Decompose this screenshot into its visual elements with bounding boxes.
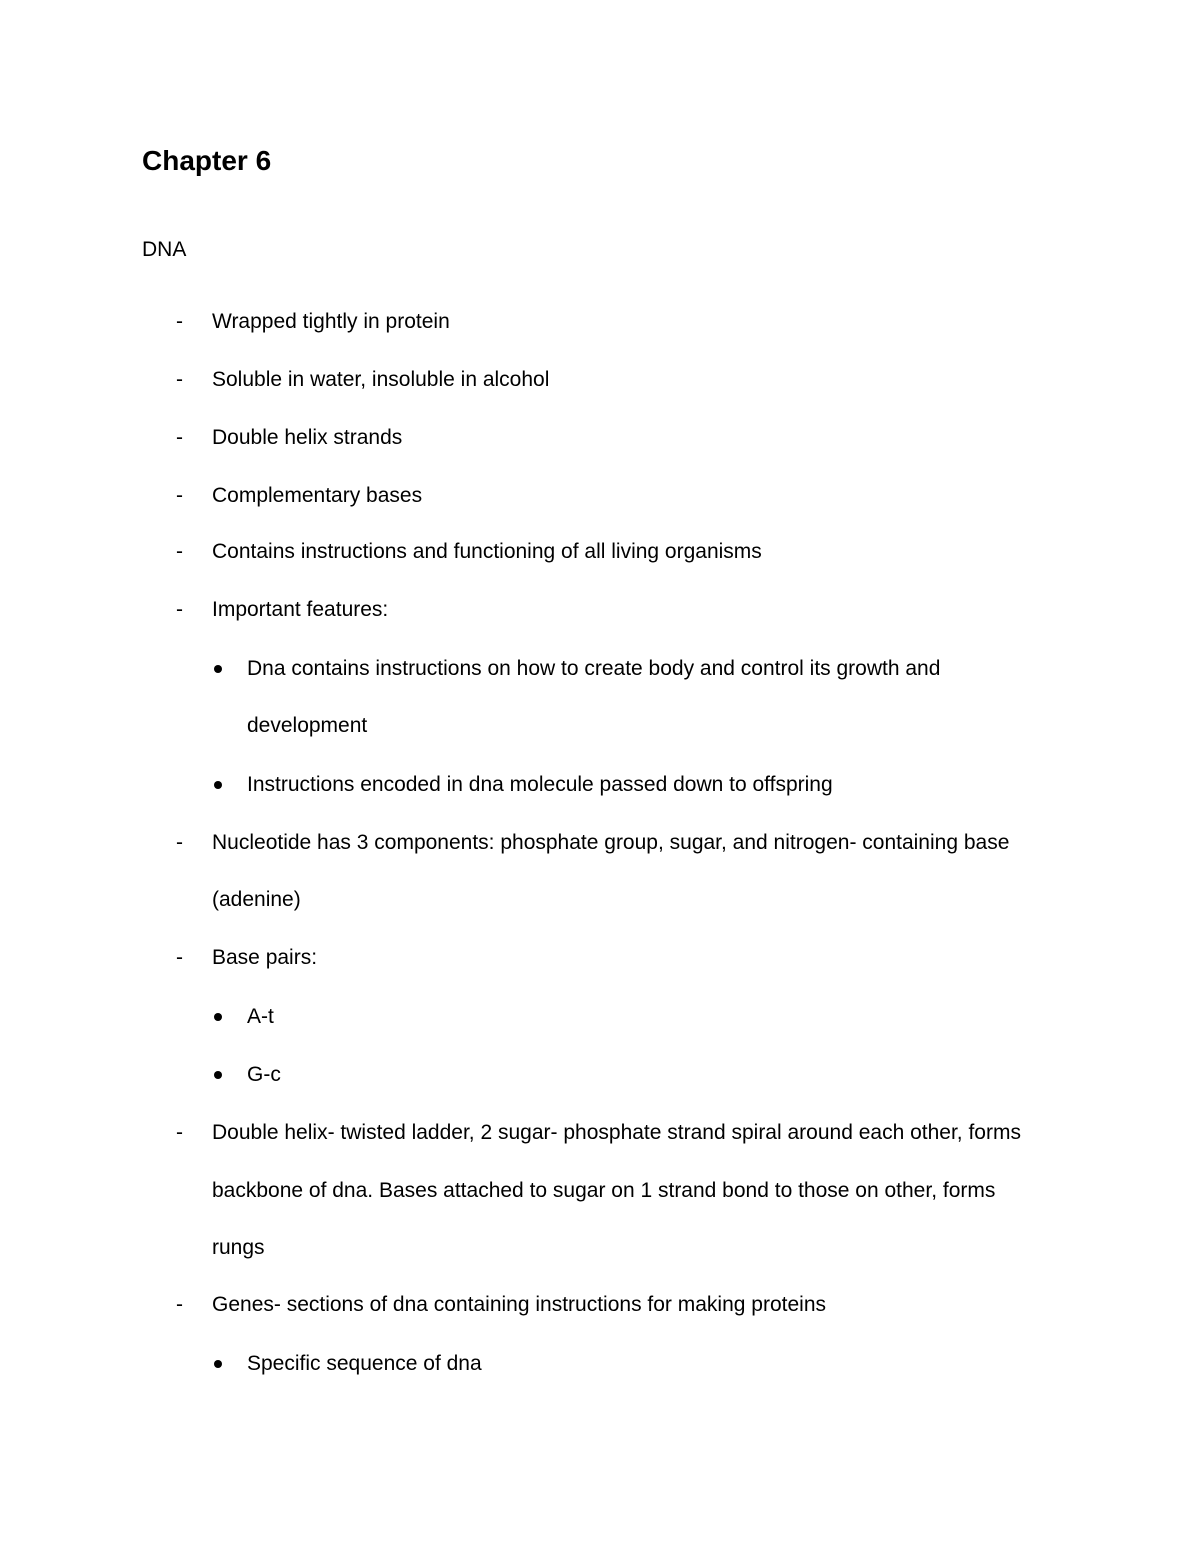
list-item: Complementary bases <box>212 484 423 507</box>
bullet-icon <box>214 781 222 789</box>
dash-marker: - <box>176 1121 183 1144</box>
list-item: Contains instructions and functioning of all living organisms <box>212 540 762 563</box>
sub-list-item: Specific sequence of dna <box>247 1352 482 1375</box>
dash-marker: - <box>176 598 183 621</box>
list-item: Soluble in water, insoluble in alcohol <box>212 368 550 391</box>
dash-marker: - <box>176 310 183 333</box>
list-item: Genes- sections of dna containing instructions for making proteins <box>212 1293 826 1316</box>
sub-list-item: Instructions encoded in dna molecule passed down to offspring <box>247 773 833 796</box>
list-item: Wrapped tightly in protein <box>212 310 450 333</box>
list-item-continuation: (adenine) <box>212 888 301 911</box>
list-item: Base pairs: <box>212 946 318 969</box>
bullet-icon <box>214 665 222 673</box>
list-item-continuation: backbone of dna. Bases attached to sugar on 1 strand bond to those on other, forms <box>212 1179 996 1202</box>
dash-marker: - <box>176 1293 183 1316</box>
list-item: Nucleotide has 3 components: phosphate group, sugar, and nitrogen- containing base <box>212 831 1010 854</box>
dash-marker: - <box>176 946 183 969</box>
sub-list-item: A-t <box>247 1005 274 1028</box>
sub-list-item-continuation: development <box>247 714 368 737</box>
section-heading: DNA <box>142 238 187 261</box>
bullet-icon <box>214 1013 222 1021</box>
dash-marker: - <box>176 368 183 391</box>
list-item: Important features: <box>212 598 389 621</box>
sub-list-item: Dna contains instructions on how to create body and control its growth and <box>247 657 941 680</box>
bullet-icon <box>214 1360 222 1368</box>
dash-marker: - <box>176 831 183 854</box>
dash-marker: - <box>176 540 183 563</box>
dash-marker: - <box>176 426 183 449</box>
bullet-icon <box>214 1071 222 1079</box>
dash-marker: - <box>176 484 183 507</box>
list-item: Double helix- twisted ladder, 2 sugar- phosphate strand spiral around each other, forms <box>212 1121 1021 1144</box>
sub-list-item: G-c <box>247 1063 281 1086</box>
list-item: Double helix strands <box>212 426 403 449</box>
list-item-continuation: rungs <box>212 1236 265 1259</box>
chapter-title: Chapter 6 <box>142 145 272 176</box>
